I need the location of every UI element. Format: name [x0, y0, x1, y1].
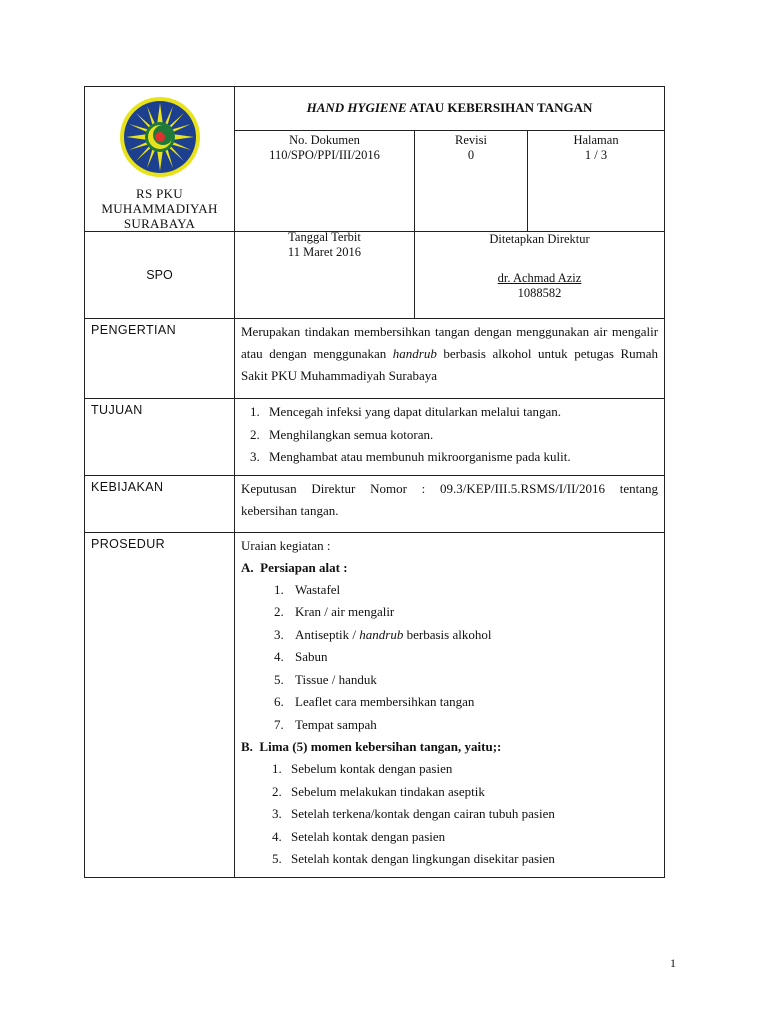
hospital-logo-cell: [85, 87, 235, 232]
tujuan-content: [235, 399, 665, 476]
prosedur-intro: Uraian kegiatan :: [241, 537, 331, 553]
section-a-list: [241, 579, 658, 737]
spo-document: [84, 86, 664, 878]
list-item: 3. Menghambat atau membunuh mikroorganisme pada kulit.: [263, 446, 658, 469]
list-item: 4. Sabun: [287, 646, 658, 669]
list-item: 1. Sebelum kontak dengan pasien: [285, 758, 658, 781]
spo-label: SPO: [85, 232, 235, 319]
prosedur-label: PROSEDUR: [85, 532, 235, 877]
section-b-heading: B. Lima (5) momen kebersihan tangan, yaitu;:: [241, 739, 502, 754]
tujuan-label: TUJUAN: [85, 399, 235, 476]
list-item: 2. Sebelum melakukan tindakan aseptik: [285, 781, 658, 804]
list-item: 2. Kran / air mengalir: [287, 601, 658, 624]
list-item: 7. Tempat sampah: [287, 714, 658, 737]
tujuan-list: [241, 401, 658, 469]
kebijakan-text: Keputusan Direktur Nomor : 09.3/KEP/III.5.RSMS/I/II/2016 tentang kebersihan tangan.: [235, 475, 665, 532]
list-item: 1. Mencegah infeksi yang dapat ditularkan melalui tangan.: [263, 401, 658, 424]
spo-table: [84, 86, 665, 878]
hospital-name: RS PKU MUHAMMADIYAH SURABAYA: [101, 186, 218, 231]
halaman-cell: Halaman 1 / 3: [528, 130, 665, 231]
list-item: 5. Setelah kontak dengan lingkungan disekitar pasien: [285, 848, 658, 871]
section-a-heading: A. Persiapan alat :: [241, 559, 348, 575]
signer-id: 1088582: [517, 286, 562, 300]
list-item: 4. Setelah kontak dengan pasien: [285, 826, 658, 849]
list-item: 3. Setelah terkena/kontak dengan cairan tubuh pasien: [285, 803, 658, 826]
list-item: 1. Wastafel: [287, 579, 658, 602]
pengertian-label: PENGERTIAN: [85, 319, 235, 399]
section-b-list: [241, 758, 658, 871]
tanggal-terbit-cell: Tanggal Terbit 11 Maret 2016: [235, 232, 415, 319]
document-title: HAND HYGIENE ATAU KEBERSIHAN TANGAN: [235, 87, 665, 131]
list-item: 6. Leaflet cara membersihkan tangan: [287, 691, 658, 714]
prosedur-content: [235, 532, 665, 877]
list-item: 2. Menghilangkan semua kotoran.: [263, 424, 658, 447]
no-dokumen-cell: No. Dokumen 110/SPO/PPI/III/2016: [235, 130, 415, 231]
ditetapkan-cell: Ditetapkan Direktur dr. Achmad Aziz 1088582: [415, 232, 665, 319]
pengertian-text: Merupakan tindakan membersihkan tangan dengan menggunakan air mengalir atau dengan menggunakan handrub berbasis alkohol untuk petugas Rumah Sakit PKU Muhammadiyah Surabaya: [235, 319, 665, 399]
list-item: 3. Antiseptik / handrub berbasis alkohol: [287, 624, 658, 647]
muhammadiyah-logo-icon: [118, 95, 202, 179]
kebijakan-label: KEBIJAKAN: [85, 475, 235, 532]
page-number: 1: [670, 956, 676, 970]
revisi-cell: Revisi 0: [415, 130, 528, 231]
list-item: 5. Tissue / handuk: [287, 669, 658, 692]
signer-name: dr. Achmad Aziz: [497, 271, 582, 285]
